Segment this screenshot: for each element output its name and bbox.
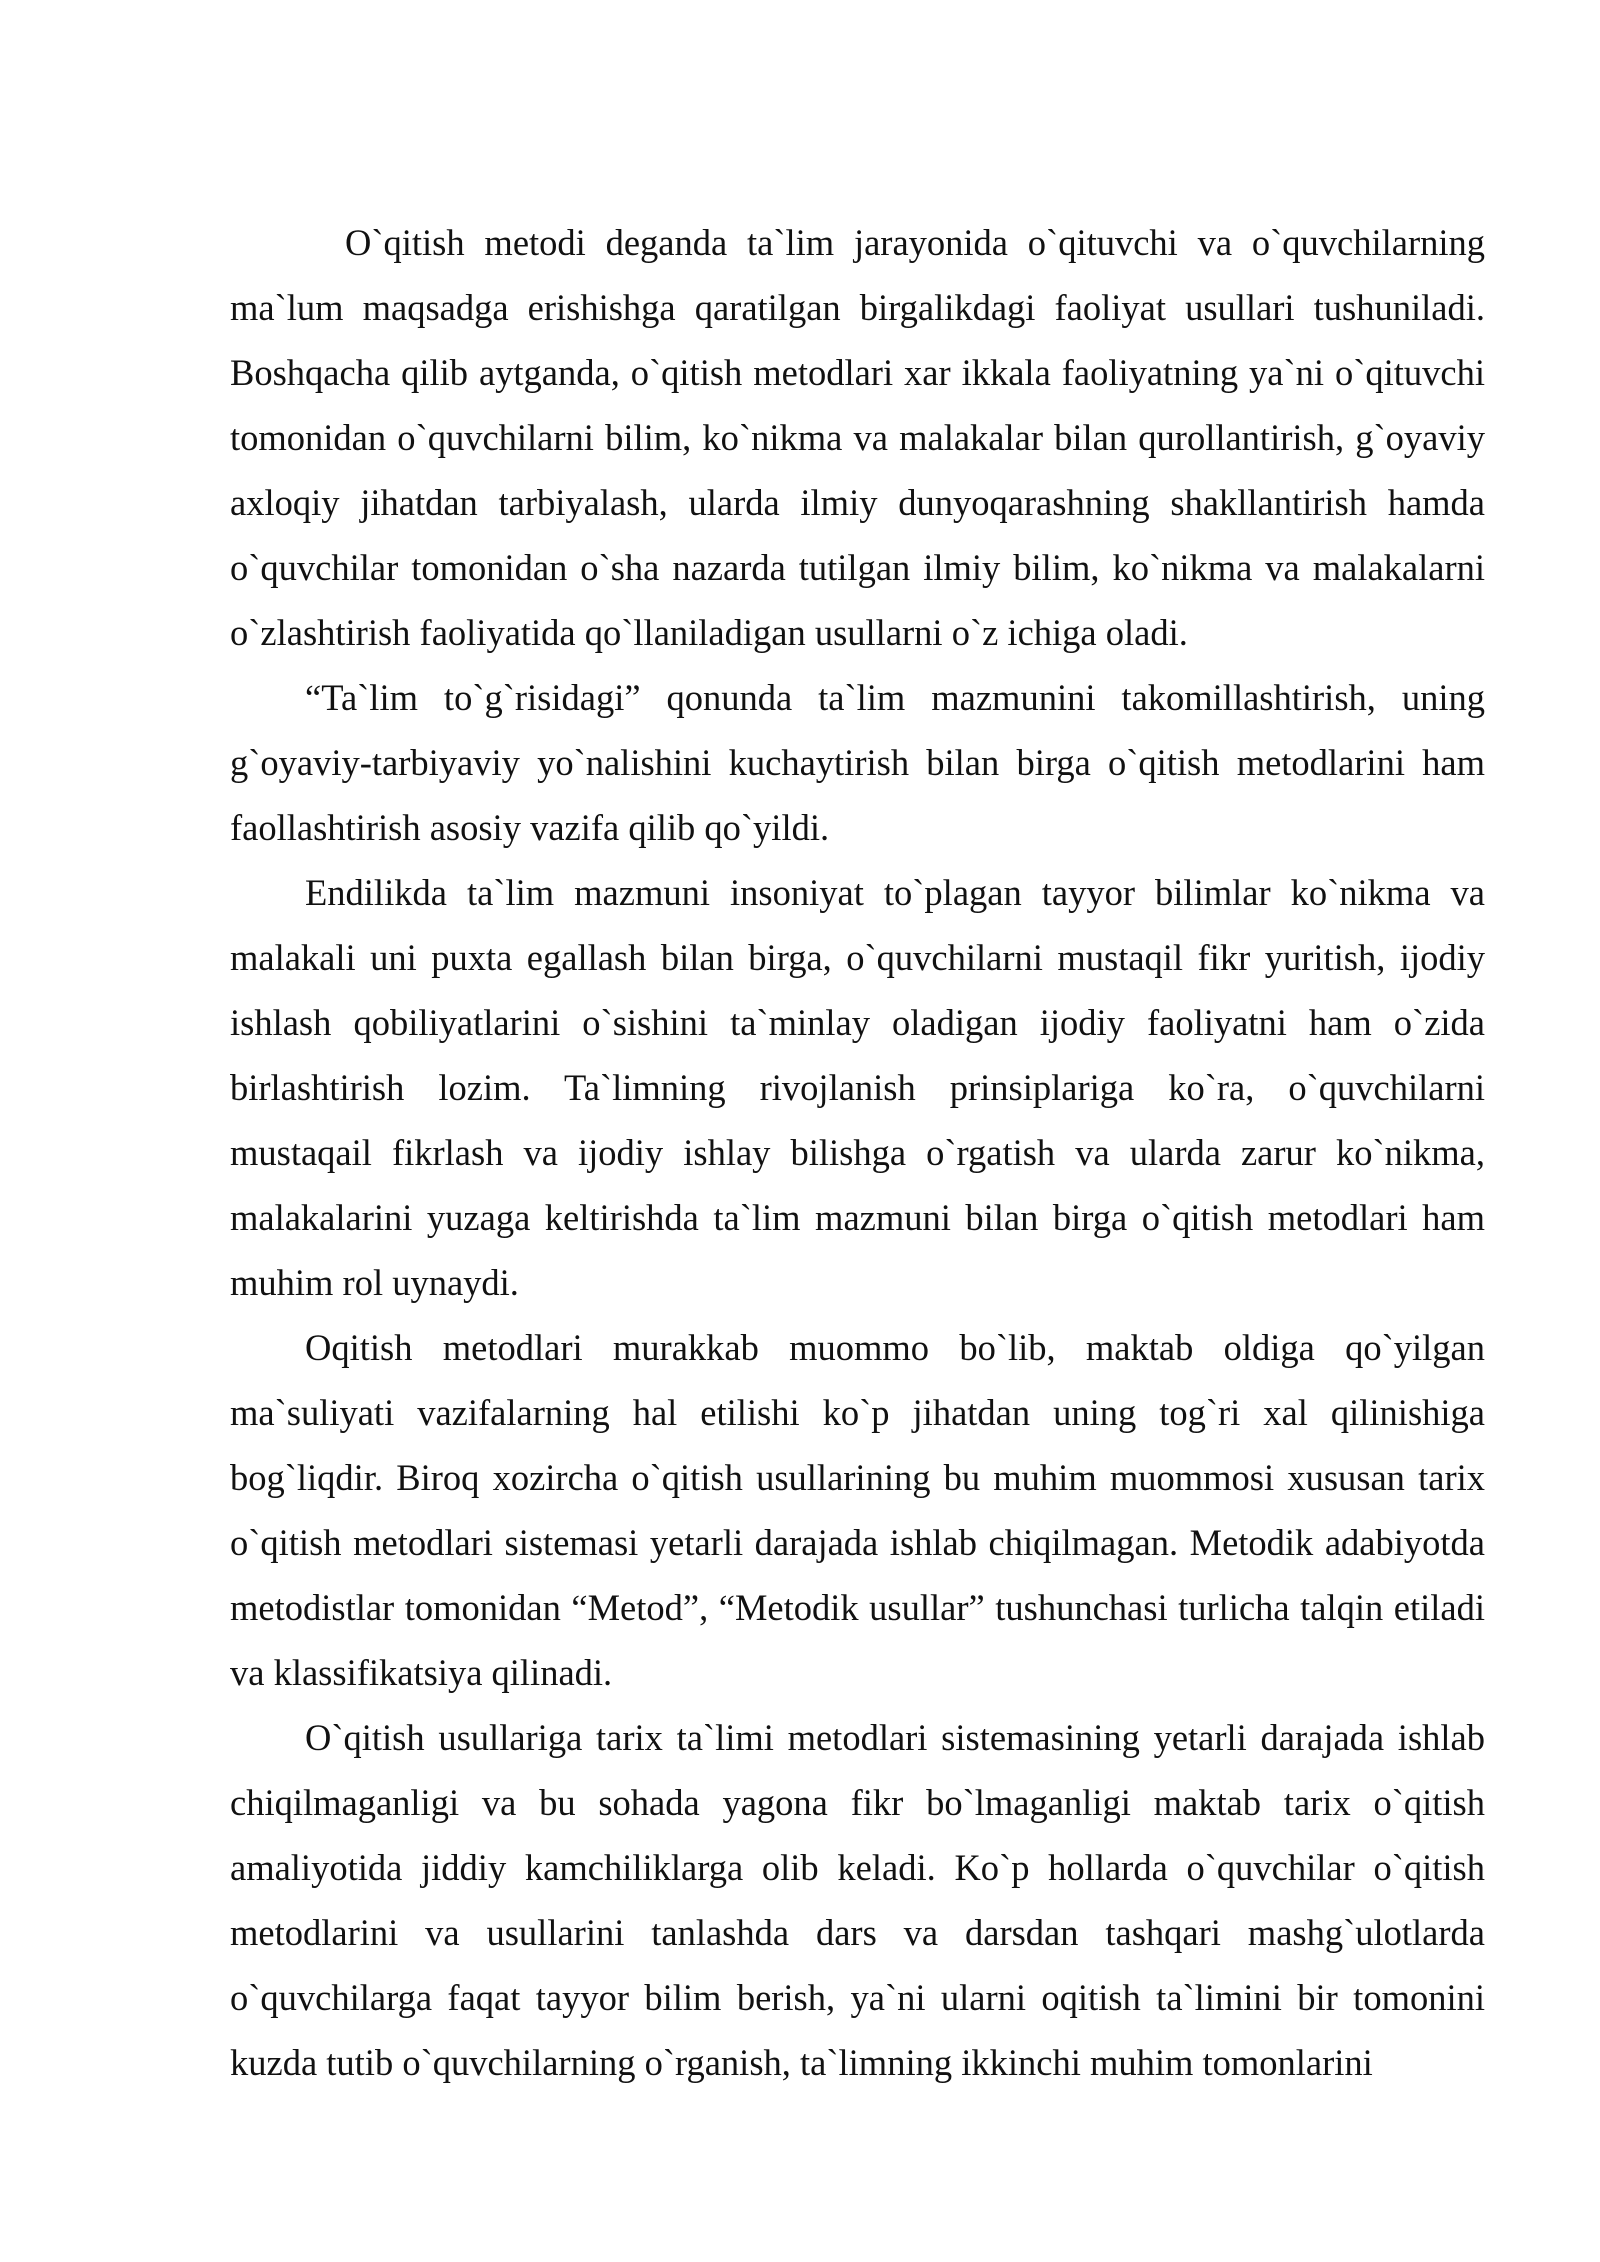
paragraph-5: O`qitish usullariga tarix ta`limi metodlari sistemasining yetarli darajada ishlab chiqilmaganligi va bu sohada yagona fikr bo`lmaganligi maktab tarix o`qitish amaliyotida jiddiy kamchiliklarga olib keladi. Ko`p hollarda o`quvchilar o`qitish metodlarini va usullarini tanlashda dars va darsdan tashqari mashg`ulotlarda o`quvchilarga faqat tayyor bilim berish, ya`ni ularni oqitish ta`limini bir tomonini kuzda tutib o`quvchilarning o`rganish, ta`limning ikkinchi muhim tomonlarini — [230, 1717, 1485, 2083]
paragraph-1: O`qitish metodi deganda ta`lim jarayonida o`qituvchi va o`quvchilarning ma`lum maqsadga erishishga qaratilgan birgalikdagi faoliyat usullari tushuniladi. Boshqacha qilib aytganda, o`qitish metodlari xar ikkala faoliyatning ya`ni o`qituvchi tomonidan o`quvchilarni bilim, ko`nikma va malakalar bilan qurollantirish, g`oyaviy axloqiy jihatdan tarbiyalash, ularda ilmiy dunyoqarashning shakllantirish hamda o`quvchilar tomonidan o`sha nazarda tutilgan ilmiy bilim, ko`nikma va malakalarni o`zlashtirish faoliyatida qo`llaniladigan usullarni o`z ichiga oladi. — [230, 222, 1485, 653]
paragraph-4: Oqitish metodlari murakkab muommo bo`lib, maktab oldiga qo`yilgan ma`suliyati vazifalarning hal etilishi ko`p jihatdan uning tog`ri xal qilinishiga bog`liqdir. Biroq xozircha o`qitish usullarining bu muhim muommosi xususan tarix o`qitish metodlari sistemasi yetarli darajada ishlab chiqilmagan. Metodik adabiyotda metodistlar tomonidan “Metod”, “Metodik usullar” tushunchasi turlicha talqin etiladi va klassifikatsiya qilinadi. — [230, 1327, 1485, 1693]
paragraph-2: “Ta`lim to`g`risidagi” qonunda ta`lim mazmunini takomillashtirish, uning g`oyaviy-tarbiyaviy yo`nalishini kuchaytirish bilan birga o`qitish metodlarini ham faollashtirish asosiy vazifa qilib qo`yildi. — [230, 677, 1485, 848]
body-text — [230, 210, 1485, 2095]
paragraph-3: Endilikda ta`lim mazmuni insoniyat to`plagan tayyor bilimlar ko`nikma va malakali uni puxta egallash bilan birga, o`quvchilarni mustaqil fikr yuritish, ijodiy ishlash qobiliyatlarini o`sishini ta`minlay oladigan ijodiy faoliyatni ham o`zida birlashtirish lozim. Ta`limning rivojlanish prinsiplariga ko`ra, o`quvchilarni mustaqail fikrlash va ijodiy ishlay bilishga o`rgatish va ularda zarur ko`nikma, malakalarini yuzaga keltirishda ta`lim mazmuni bilan birga o`qitish metodlari ham muhim rol uynaydi. — [230, 872, 1485, 1303]
